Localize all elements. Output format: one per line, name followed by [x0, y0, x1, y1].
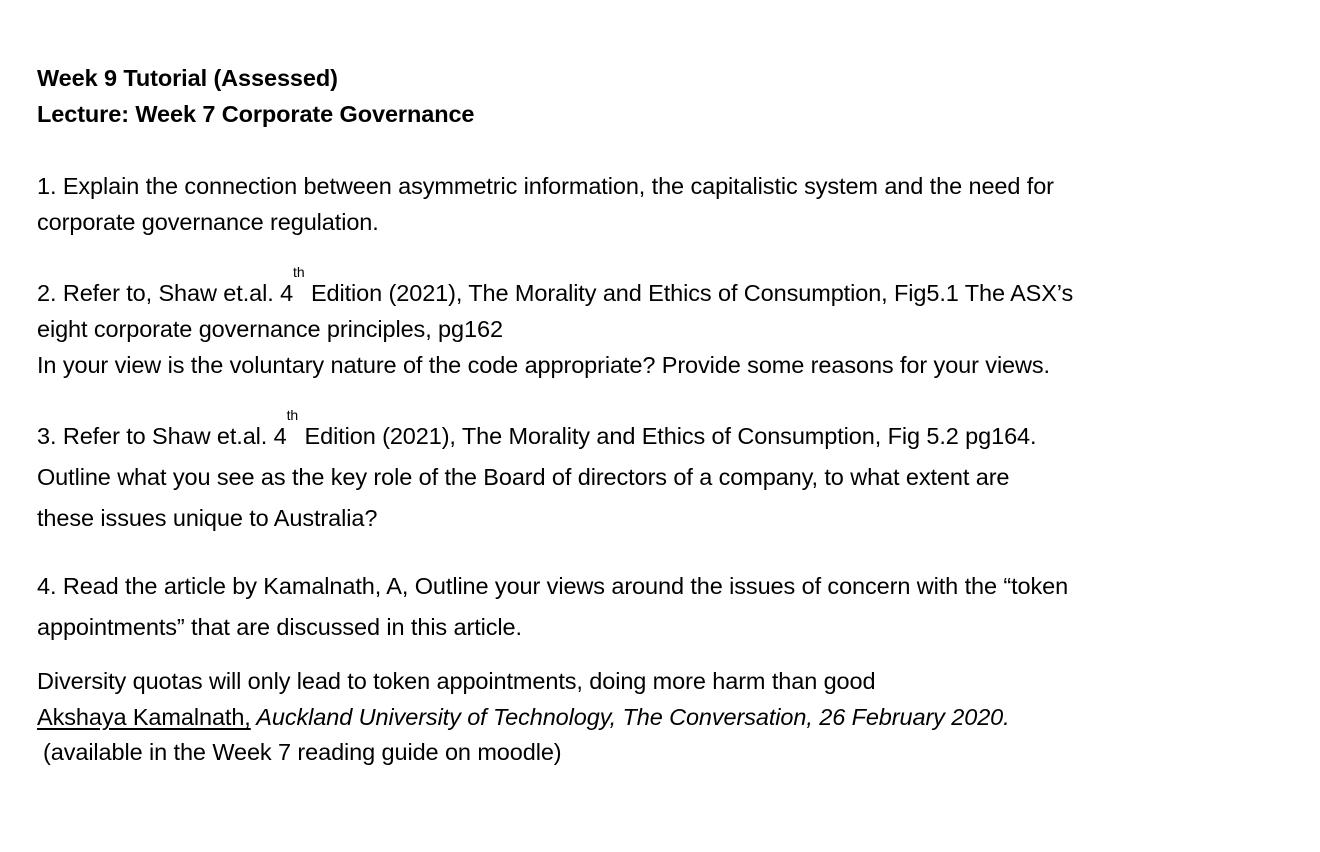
document-page	[37, 0, 1297, 852]
question-3-text-start: 3. Refer to Shaw et.al. 4	[37, 423, 287, 449]
question-3-text-end: Edition (2021), The Morality and Ethics of Consumption, Fig 5.2 pg164.	[298, 423, 1037, 449]
question-1-line-1: 1. Explain the connection between asymmetric information, the capitalistic system and the need for	[37, 173, 1054, 199]
author-link[interactable]: Akshaya Kamalnath,	[37, 704, 251, 730]
availability-note: (available in the Week 7 reading guide on moodle)	[43, 739, 562, 765]
question-2-line-3: In your view is the voluntary nature of the code appropriate? Provide some reasons for your views.	[37, 352, 1050, 378]
article-source: Auckland University of Technology, The Conversation, 26 February 2020.	[250, 704, 1010, 730]
article-citation	[37, 702, 1010, 732]
question-3-line-3: these issues unique to Australia?	[37, 505, 378, 531]
question-2-text-start: 2. Refer to, Shaw et.al. 4	[37, 280, 294, 306]
question-3-line-2: Outline what you see as the key role of the Board of directors of a company, to what extent are	[37, 464, 1010, 490]
lecture-heading: Lecture: Week 7 Corporate Governance	[37, 101, 475, 127]
question-2-line-1	[37, 264, 1074, 308]
article-title: Diversity quotas will only lead to token appointments, doing more harm than good	[37, 668, 876, 694]
question-4-line-1: 4. Read the article by Kamalnath, A, Outline your views around the issues of concern with the “token	[37, 573, 1069, 599]
question-2-superscript: th	[293, 264, 305, 280]
question-2-text-end: Edition (2021), The Morality and Ethics of Consumption, Fig5.1 The ASX’s	[304, 280, 1074, 306]
question-3-line-1	[37, 407, 1037, 451]
question-1-line-2: corporate governance regulation.	[37, 209, 379, 235]
question-2-line-2: eight corporate governance principles, pg162	[37, 316, 503, 342]
question-3-superscript: th	[286, 407, 299, 423]
tutorial-title: Week 9 Tutorial (Assessed)	[37, 65, 338, 91]
question-4-line-2: appointments” that are discussed in this article.	[37, 614, 522, 640]
